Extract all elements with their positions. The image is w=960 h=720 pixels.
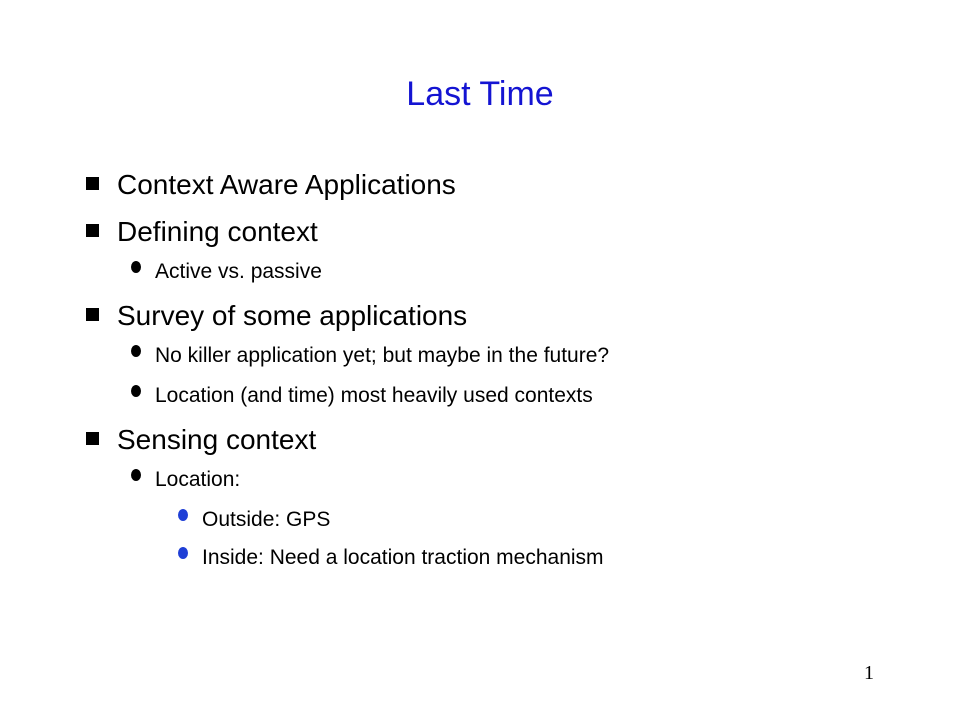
bullet-level2	[131, 466, 240, 494]
bullet-text: Active vs. passive	[155, 260, 322, 283]
bullet-text: Survey of some applications	[117, 300, 468, 331]
dot-bullet-icon	[131, 345, 141, 357]
bullet-level1	[86, 423, 316, 457]
bullet-text: Outside: GPS	[202, 508, 331, 531]
dot-bullet-icon	[178, 509, 188, 521]
bullet-level2	[131, 382, 593, 410]
bullet-text: Location (and time) most heavily used contexts	[155, 384, 593, 407]
bullet-text: Location:	[155, 468, 241, 491]
bullet-text: Context Aware Applications	[117, 169, 456, 200]
square-bullet-icon	[86, 224, 99, 237]
square-bullet-icon	[86, 177, 99, 190]
bullet-text: Defining context	[117, 216, 318, 247]
bullet-level3	[178, 544, 604, 572]
slide-title: Last Time	[406, 75, 554, 113]
square-bullet-icon	[86, 308, 99, 321]
bullet-text: Inside: Need a location traction mechanism	[202, 546, 604, 569]
bullet-text: Sensing context	[117, 424, 317, 455]
bullet-level1	[86, 299, 467, 333]
bullet-level1	[86, 168, 456, 202]
dot-bullet-icon	[178, 547, 188, 559]
dot-bullet-icon	[131, 469, 141, 481]
dot-bullet-icon	[131, 261, 141, 273]
bullet-level2	[131, 342, 609, 370]
bullet-text: No killer application yet; but maybe in the future?	[155, 344, 610, 367]
bullet-level3	[178, 506, 330, 534]
bullet-level2	[131, 258, 322, 286]
dot-bullet-icon	[131, 385, 141, 397]
page-number: 1	[864, 662, 874, 684]
square-bullet-icon	[86, 432, 99, 445]
bullet-level1	[86, 215, 318, 249]
